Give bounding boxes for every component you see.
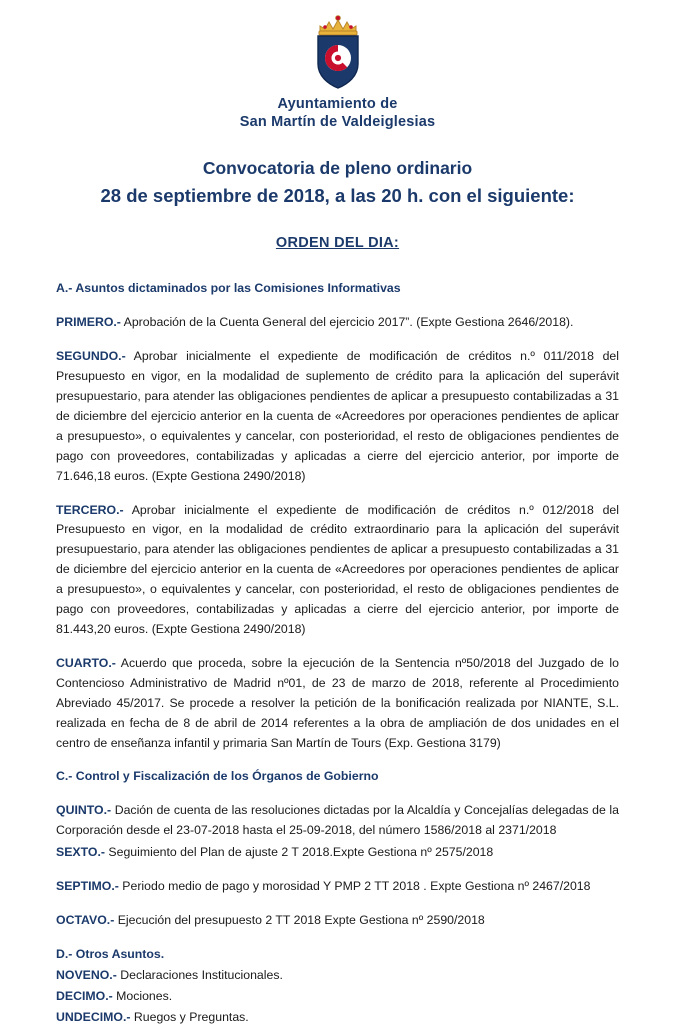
- agenda-item-noveno-text: Declaraciones Institucionales.: [116, 967, 283, 982]
- agenda-item-decimo-text: Mociones.: [112, 988, 173, 1003]
- agenda-item-segundo-text: Aprobar inicialmente el expediente de modificación de créditos n.º 011/2018 del Presupuesto en vigor, en la modalidad de suplemento de crédito para la aplicación del superávit presupuestario, para atender las obligaciones pendientes de aplicar a presupuesto contabilizadas a 31 de diciembre del ejercicio anterior en la cuenta de «Acreedores por operaciones pendientes de aplicar a presupuesto», o equivalentes y cancelar, con posterioridad, el resto de obligaciones pendientes de pago con proveedores, contabilizadas y aplicadas a cierre del ejercicio anterior, por importe de 71.646,18 euros. (Expte Gestiona 2490/2018): [56, 349, 619, 483]
- section-c: [56, 767, 619, 930]
- agenda-item-octavo: [56, 911, 619, 931]
- agenda-item-octavo-text: Ejecución del presupuesto 2 TT 2018 Expte Gestiona nº 2590/2018: [114, 912, 485, 927]
- agenda-item-cuarto-label: CUARTO.-: [56, 655, 116, 670]
- agenda-item-undecimo-text: Ruegos y Preguntas.: [130, 1009, 249, 1024]
- agenda-item-primero-label: PRIMERO.-: [56, 315, 121, 330]
- page-title: [56, 155, 619, 209]
- agenda-item-segundo: [56, 347, 619, 486]
- section-a-heading: A.- Asuntos dictaminados por las Comisiones Informativas: [56, 281, 401, 296]
- agenda-item-octavo-label: OCTAVO.-: [56, 912, 115, 927]
- convocation-line-2: 28 de septiembre de 2018, a las 20 h. con el siguiente:: [100, 184, 575, 206]
- agenda-item-tercero: [56, 501, 619, 640]
- agenda-item-sexto-text: Seguimiento del Plan de ajuste 2 T 2018.Expte Gestiona nº 2575/2018: [104, 845, 494, 860]
- section-a: [56, 279, 619, 753]
- coat-of-arms-icon: [307, 14, 369, 90]
- agenda-item-noveno: [56, 966, 619, 986]
- agenda-item-segundo-label: SEGUNDO.-: [56, 349, 126, 364]
- agenda-item-sexto-label: SEXTO.-: [56, 845, 105, 860]
- document-body: [56, 279, 619, 1027]
- section-d-heading: D.- Otros Asuntos.: [56, 946, 165, 961]
- agenda-item-cuarto: [56, 654, 619, 754]
- agenda-item-quinto: [56, 801, 619, 841]
- agenda-item-quinto-text: Dación de cuenta de las resoluciones dictadas por la Alcaldía y Concejalías delegadas de la Corporación desde el 23-07-2018 hasta el 25-09-2018, del número 1586/2018 al 2371/2018: [56, 803, 619, 838]
- agenda-item-tercero-text: Aprobar inicialmente el expediente de modificación de créditos n.º 012/2018 del Presupuesto en vigor, en la modalidad de crédito extraordinario para la aplicación del superávit presupuestario, para atender las obligaciones pendientes de aplicar a presupuesto contabilizadas a 31 de diciembre del ejercicio anterior en la cuenta de «Acreedores por operaciones pendientes de aplicar a presupuesto», o equivalentes y cancelar, con posterioridad, el resto de obligaciones pendientes de pago con proveedores, contabilizadas y aplicadas a cierre del ejercicio anterior, por importe de 81.443,20 euros. (Expte Gestiona 2490/2018): [56, 502, 619, 636]
- agenda-item-septimo: [56, 877, 619, 897]
- organization-line-2: San Martín de Valdeiglesias: [239, 113, 436, 130]
- agenda-item-primero: [56, 313, 619, 333]
- agenda-item-tercero-label: TERCERO.-: [56, 502, 124, 517]
- agenda-item-decimo: [56, 987, 619, 1007]
- agenda-item-undecimo-label: UNDECIMO.-: [56, 1009, 131, 1024]
- organization-name: [56, 96, 619, 131]
- convocation-line-1: Convocatoria de pleno ordinario: [202, 158, 473, 179]
- agenda-item-sexto: [56, 843, 619, 863]
- section-d-items: [56, 966, 619, 1027]
- agenda-item-primero-text: Aprobación de la Cuenta General del ejercicio 2017”. (Expte Gestiona 2646/2018).: [120, 315, 574, 330]
- agenda-item-decimo-label: DECIMO.-: [56, 988, 113, 1003]
- agenda-item-quinto-label: QUINTO.-: [56, 803, 112, 818]
- section-c-heading: C.- Control y Fiscalización de los Órganos de Gobierno: [56, 769, 379, 784]
- agenda-item-undecimo: [56, 1008, 619, 1027]
- agenda-item-septimo-text: Periodo medio de pago y morosidad Y PMP 2 TT 2018 . Expte Gestiona nº 2467/2018: [118, 879, 591, 894]
- agenda-item-noveno-label: NOVENO.-: [56, 967, 117, 982]
- document-header: [56, 0, 619, 131]
- agenda-heading: ORDEN DEL DIA:: [275, 235, 400, 252]
- section-d: [56, 945, 619, 1027]
- agenda-item-cuarto-text: Acuerdo que proceda, sobre la ejecución de la Sentencia nº50/2018 del Juzgado de lo Contencioso Administrativo de Madrid nº01, de 23 de marzo de 2018, referente al Procedimiento Abreviado 45/2017. Se procede a resolver la petición de la bonificación realizada por NIANTE, S.L. realizada en fecha de 8 de abril de 2014 referentes a la obra de ampliación de dos unidades en el centro de enseñanza infantil y primaria San Martín de Tours (Exp. Gestiona 3179): [56, 655, 619, 750]
- agenda-item-septimo-label: SEPTIMO.-: [56, 879, 119, 894]
- organization-line-1: Ayuntamiento de: [277, 96, 398, 112]
